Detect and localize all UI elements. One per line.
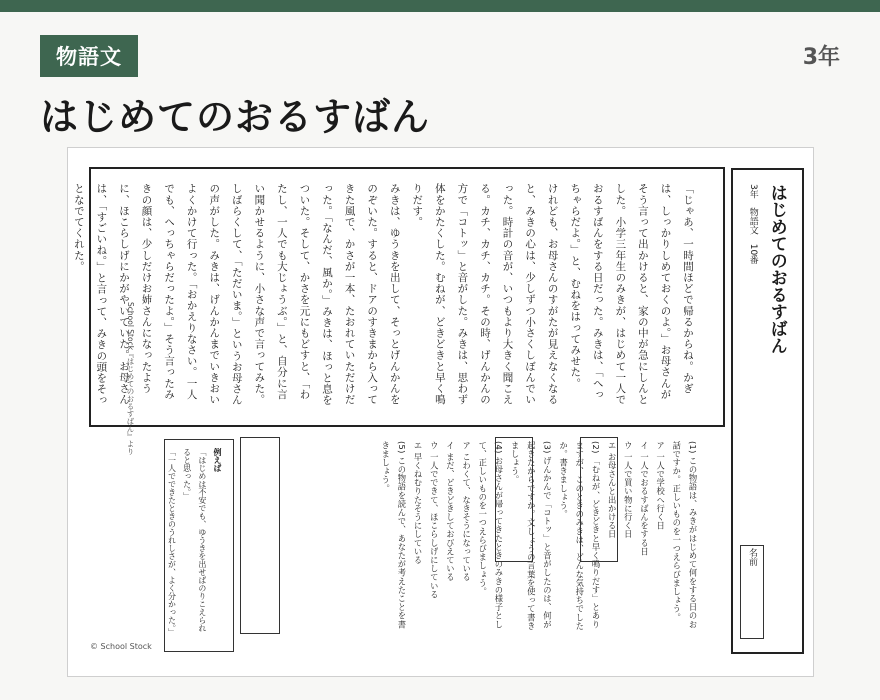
category-badge: 物語文 (40, 35, 138, 77)
example-line: 「一人でできたときのうれしさが、よく分かった。」 (167, 448, 177, 636)
story-paragraph: 「じゃあ、一時間ほどで帰るからね。かぎは、しっかりしめておくのよ。」お母さんがそう言って出かけると、家の中が急にしんとした。小学三年生のみきが、はじめて一人でおるすばんをする日だった。みきは、「へっちゃらだよ。」と、むねをはってみせた。 (569, 183, 694, 405)
name-field (740, 545, 764, 639)
question-4: (4) お母さんが帰ってきたときのみきの様子として、正しいものを一つえらびましょう。 (477, 441, 504, 629)
choice: イ まだ、どきどきしておびえている (445, 441, 456, 582)
choice: ア こわくて、なきそうになっている (461, 441, 472, 582)
worksheet-title: はじめてのおるすばん (766, 184, 787, 354)
grade-label: 3年 (802, 45, 840, 70)
name-label: 名前 (747, 548, 757, 566)
example-box (164, 439, 234, 652)
question-5: (5) この物語を読んで、あなたが考えたことを書きましょう。 (380, 441, 407, 629)
question-2: (2) 「むねが、どきどきと早く鳴りだす」とありますが、このときのみきは、どんな気持ちでしたか。書きましょう。 (558, 441, 601, 631)
choice: イ 一人でおるすばんをする日 (639, 441, 650, 556)
copyright: © School Stock (90, 642, 152, 651)
questions-area (378, 441, 701, 631)
story-credit: School Stock『はじめてのおるすばん』より (126, 302, 135, 456)
top-accent-bar (0, 0, 880, 12)
story-frame (72, 167, 725, 456)
answer-box-3[interactable] (495, 437, 533, 562)
page-title: はじめてのおるすばん (40, 95, 431, 139)
question-3: (3) げんかんで「コトッ」と音がしたのは、何が起きたからですか。文しょうの言葉を使って書きましょう。 (510, 441, 553, 631)
choice: ウ 一人でできて、ほこらしげにしている (429, 441, 440, 599)
choice: ウ 一人で買い物に行く日 (623, 441, 634, 539)
choice: エ お母さんと出かける日 (607, 441, 618, 539)
choice: ア 一人で学校へ行く日 (655, 441, 666, 530)
answer-box-5[interactable] (240, 437, 280, 634)
example-line: 「はじめは不安でも、ゆうきを出せばのりこえられると思った。」 (182, 448, 207, 632)
title-name-column (731, 168, 804, 654)
story-text (67, 183, 699, 407)
story-paragraph: けれども、お母さんのすがたが見えなくなると、みきの心は、少しずつ小さくしぼんでいった。時計の音が、いつもより大きく聞こえる。カチ、カチ、カチ。その時、げんかんの方で「コトッ」と音がした。みきは、思わず体をかたくした。むねが、どきどきと早く鳴りだす。 (411, 183, 559, 405)
example-label: 例えば (213, 448, 222, 472)
choice: エ 早くねむりたそうにしている (413, 441, 424, 565)
question-1: (1) この物語は、みきがはじめて何をする日のお話ですか。正しいものを一つえらびましょう。 (671, 441, 698, 629)
example-text (164, 448, 225, 638)
story-paragraph: しばらくして、「ただいま。」というお母さんの声がした。みきは、げんかんまでいきおいよくかけて行った。「おかえりなさい。一人でも、へっちゃらだったよ。」そう言ったみきの顔は、少しだけお姉さんになったように、ほこらしげにかがやいていた。お母さんは、「すごいね。」と言って、みきの頭をそっとなでてくれた。 (72, 183, 243, 406)
answer-box-2[interactable] (580, 437, 618, 562)
worksheet-preview (67, 147, 814, 677)
worksheet-subtitle: 3年 物語文 10番 (747, 184, 758, 265)
story-paragraph: みきは、ゆうきを出して、そっとげんかんをのぞいた。すると、ドアのすきまから入ってきた風で、かさが一本、たおれていただけだった。「なんだ、風か。」みきは、ほっと息をついた。そして、かさを元にもどすと、「わたし、一人でも大じょうぶ。」と、自分に言い聞かせるように、小さな声で言ってみた。 (253, 183, 401, 406)
